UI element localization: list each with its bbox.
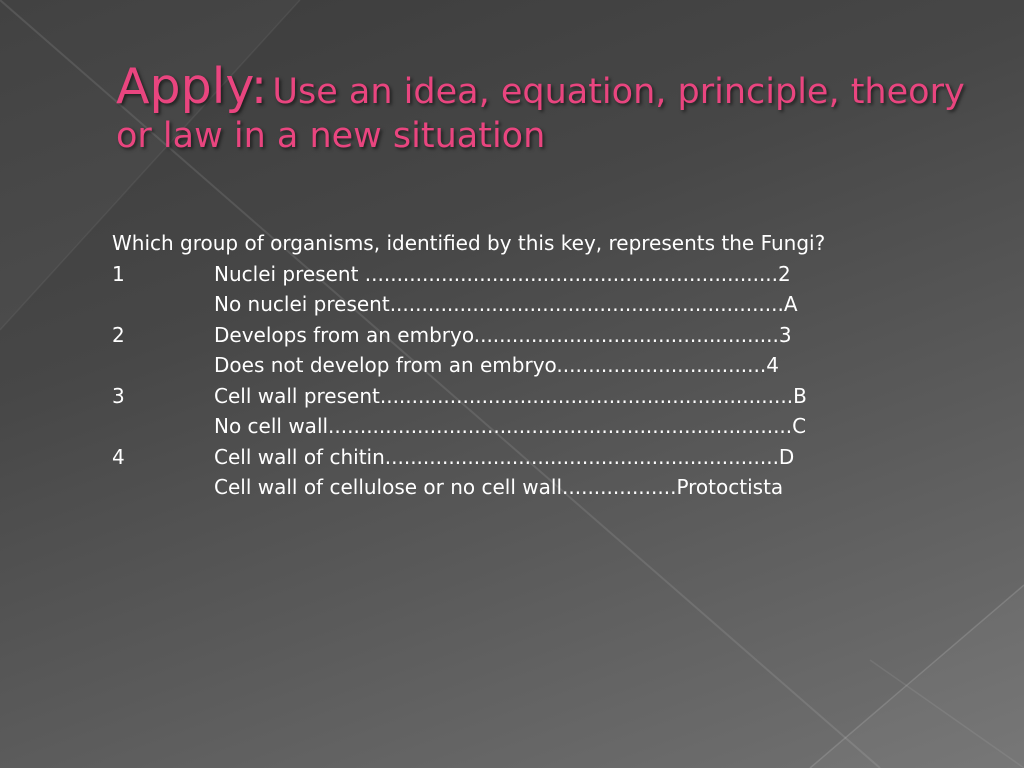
slide-body (112, 228, 912, 503)
title-rest: Use an idea, equation, principle, theory or law in a new situation (116, 72, 965, 156)
key-entry: Cell wall of chitin..............................................................D (214, 444, 795, 469)
key-number (112, 289, 214, 320)
key-number (112, 411, 214, 442)
question-text: Which group of organisms, identified by this key, represents the Fungi? (112, 231, 826, 255)
key-entry: Cell wall present.................................................................B (214, 383, 807, 408)
key-row (112, 289, 912, 320)
key-row (112, 350, 912, 381)
key-entry: No nuclei present..............................................................A (214, 292, 798, 316)
key-row (112, 472, 912, 503)
key-number (112, 472, 214, 503)
key-number: 2 (112, 322, 125, 347)
key-number: 1 (112, 261, 125, 286)
key-row (112, 411, 912, 442)
key-row (112, 320, 912, 351)
key-row (112, 381, 912, 412)
key-row (112, 259, 912, 290)
key-entry: Does not develop from an embryo.................................4 (214, 353, 779, 377)
key-entry: No cell wall.........................................................................C (214, 414, 807, 438)
key-row (112, 442, 912, 473)
slide-title (116, 58, 996, 157)
key-number (112, 350, 214, 381)
title-lead: Apply: (116, 58, 268, 115)
key-entry: Nuclei present .................................................................2 (214, 261, 791, 286)
key-entry: Cell wall of cellulose or no cell wall..................Protoctista (214, 475, 784, 499)
key-number: 3 (112, 383, 125, 408)
key-number: 4 (112, 444, 125, 469)
key-entry: Develops from an embryo................................................3 (214, 322, 792, 347)
